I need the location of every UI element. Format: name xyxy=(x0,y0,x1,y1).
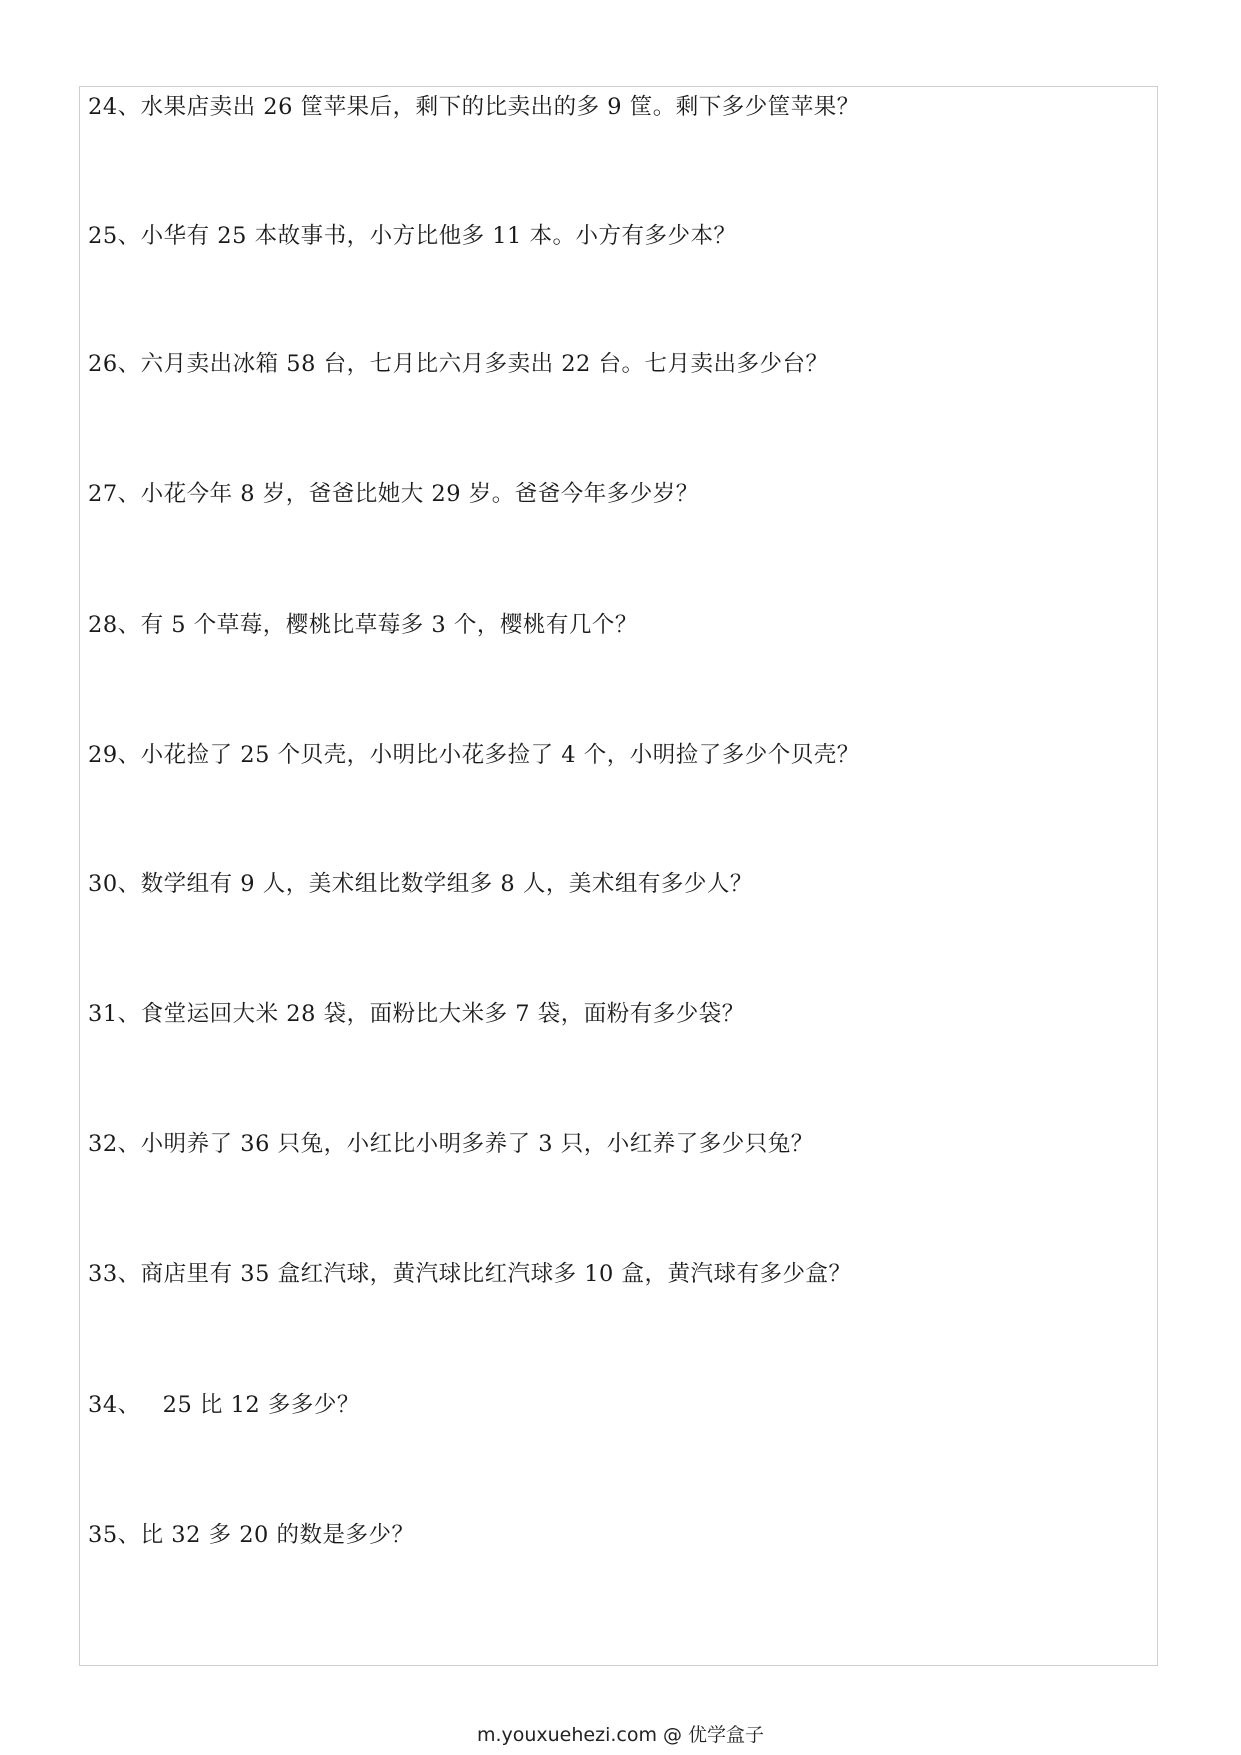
question-text: 25 比 12 多多少？ xyxy=(162,1392,360,1418)
question-number: 28、 xyxy=(88,612,141,638)
footer-watermark: m.youxuehezi.com @ 优学盒子 xyxy=(476,1724,765,1746)
question-32 xyxy=(88,1129,814,1159)
question-text: 有 5 个草莓，樱桃比草莓多 3 个，樱桃有几个？ xyxy=(140,612,638,638)
question-text: 食堂运回大米 28 袋，面粉比大米多 7 袋，面粉有多少袋？ xyxy=(140,1001,745,1027)
question-number: 33、 xyxy=(88,1261,141,1287)
question-number: 32、 xyxy=(88,1131,141,1157)
question-text: 数学组有 9 人，美术组比数学组多 8 人，美术组有多少人？ xyxy=(140,871,753,897)
question-text: 小花捡了 25 个贝壳，小明比小花多捡了 4 个，小明捡了多少个贝壳？ xyxy=(140,742,860,768)
question-number: 30、 xyxy=(88,871,141,897)
question-number: 27、 xyxy=(88,481,141,507)
question-30 xyxy=(88,869,753,899)
question-number: 34、 xyxy=(88,1392,141,1418)
question-26 xyxy=(88,349,829,379)
question-28 xyxy=(88,610,638,640)
question-text: 比 32 多 20 的数是多少？ xyxy=(140,1522,415,1548)
question-27 xyxy=(88,479,699,509)
question-24 xyxy=(88,92,860,122)
question-number: 35、 xyxy=(88,1522,141,1548)
question-text: 六月卖出冰箱 58 台，七月比六月多卖出 22 台。七月卖出多少台？ xyxy=(140,351,829,377)
question-33 xyxy=(88,1259,852,1289)
question-25 xyxy=(88,221,737,251)
question-31 xyxy=(88,999,745,1029)
question-29 xyxy=(88,740,860,770)
question-number: 25、 xyxy=(88,223,141,249)
question-text: 小明养了 36 只兔，小红比小明多养了 3 只，小红养了多少只兔？ xyxy=(140,1131,814,1157)
question-text: 小花今年 8 岁，爸爸比她大 29 岁。爸爸今年多少岁？ xyxy=(140,481,699,507)
question-34 xyxy=(88,1390,360,1420)
question-text: 水果店卖出 26 筐苹果后，剩下的比卖出的多 9 筐。剩下多少筐苹果？ xyxy=(140,94,860,120)
question-number: 24、 xyxy=(88,94,141,120)
question-number: 29、 xyxy=(88,742,141,768)
question-35 xyxy=(88,1520,415,1550)
question-text: 小华有 25 本故事书，小方比他多 11 本。小方有多少本？ xyxy=(140,223,737,249)
question-text: 商店里有 35 盒红汽球，黄汽球比红汽球多 10 盒，黄汽球有多少盒？ xyxy=(140,1261,852,1287)
question-number: 26、 xyxy=(88,351,141,377)
question-number: 31、 xyxy=(88,1001,141,1027)
